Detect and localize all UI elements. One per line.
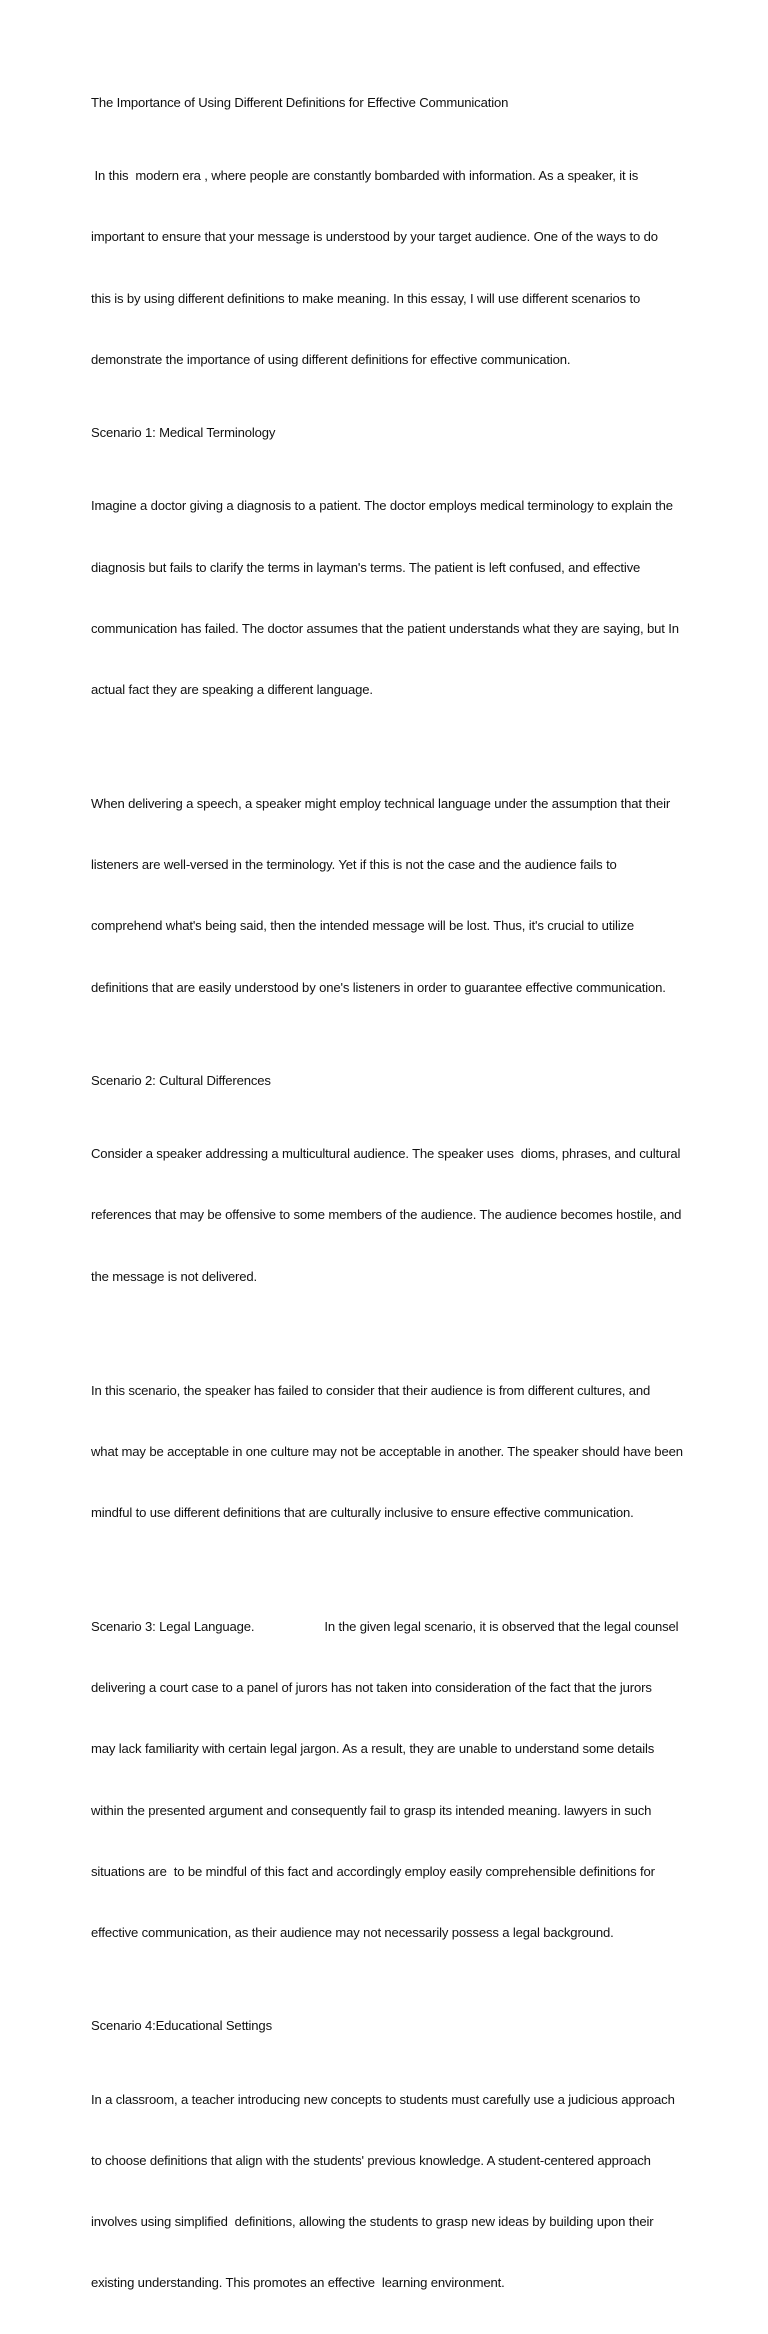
scenario-2-paragraph-1 — [91, 1103, 691, 1327]
scenario-2-heading: Scenario 2: Cultural Differences — [91, 1072, 271, 1088]
text-line: In this scenario, the speaker has failed to consider that their audience is from different cultures, and — [91, 1382, 651, 1398]
text-line: important to ensure that your message is understood by your target audience. One of the ways to do — [91, 229, 658, 245]
scenario-1-paragraph-1 — [91, 456, 691, 742]
text-line: In a classroom, a teacher introducing new concepts to students must carefully use a judicious approach — [91, 2091, 675, 2107]
text-line: Consider a speaker addressing a multicultural audience. The speaker uses dioms, phrases, and cultural — [91, 1146, 681, 1162]
scenario-3-heading: Scenario 3: Legal Language. — [91, 1619, 255, 1635]
scenario-4-heading: Scenario 4:Educational Settings — [91, 2018, 272, 2034]
text-line: this is by using different definitions to make meaning. In this essay, I will use different scenarios to — [91, 290, 641, 306]
text-line: delivering a court case to a panel of jurors has not taken into consideration of the fact that the jurors — [91, 1680, 652, 1696]
text-line: effective communication, as their audience may not necessarily possess a legal background. — [91, 1925, 614, 1941]
text-line: diagnosis but fails to clarify the terms in layman's terms. The patient is left confused, and effective — [91, 559, 641, 575]
document-title: The Importance of Using Different Definitions for Effective Communication — [91, 95, 509, 110]
scenario-3-paragraph — [91, 1576, 691, 1984]
text-line: may lack familiarity with certain legal jargon. As a result, they are unable to understand some details — [91, 1741, 655, 1757]
intro-paragraph — [91, 125, 691, 411]
text-line: demonstrate the importance of using different definitions for effective communication. — [91, 351, 571, 367]
scenario-1-paragraph-2 — [91, 753, 691, 1039]
scenario-4-paragraph-1 — [91, 2049, 691, 2334]
text-line: definitions that are easily understood by one's listeners in order to guarantee effective communication. — [91, 979, 666, 995]
text-line: situations are to be mindful of this fact and accordingly employ easily comprehensible definitions for — [91, 1863, 655, 1879]
text-line: what may be acceptable in one culture may not be acceptable in another. The speaker should have been — [91, 1443, 683, 1459]
text-line: to choose definitions that align with the students' previous knowledge. A student-centered approach — [91, 2152, 651, 2168]
text-line: actual fact they are speaking a different language. — [91, 681, 373, 697]
text-line: mindful to use different definitions that are culturally inclusive to ensure effective communication. — [91, 1505, 634, 1520]
text-line: listeners are well-versed in the terminology. Yet if this is not the case and the audience fails to — [91, 857, 617, 873]
text-line: communication has failed. The doctor assumes that the patient understands what they are saying, but In — [91, 620, 679, 636]
scenario-1-heading: Scenario 1: Medical Terminology — [91, 425, 276, 441]
text-line: existing understanding. This promotes an effective learning environment. — [91, 2275, 505, 2291]
scenario-2-paragraph-2 — [91, 1340, 691, 1564]
text-line: Scenario 3: Legal Language. In the given legal scenario, it is observed that the legal counsel — [91, 1619, 679, 1635]
text-line: within the presented argument and consequently fail to grasp its intended meaning. lawyers in such — [91, 1802, 652, 1818]
text-line: references that may be offensive to some members of the audience. The audience becomes hostile, and — [91, 1207, 682, 1223]
text-line: the message is not delivered. — [91, 1268, 257, 1284]
text-line: involves using simplified definitions, allowing the students to grasp new ideas by building upon their — [91, 2214, 654, 2229]
text-line: In this modern era , where people are constantly bombarded with information. As a speaker, it is — [91, 168, 639, 184]
text-line: When delivering a speech, a speaker might employ technical language under the assumption that their — [91, 796, 671, 811]
text-line: comprehend what's being said, then the intended message will be lost. Thus, it's crucial to utilize — [91, 918, 635, 934]
text-line: Imagine a doctor giving a diagnosis to a patient. The doctor employs medical terminology to explain the — [91, 498, 673, 514]
document-page — [91, 93, 691, 2334]
